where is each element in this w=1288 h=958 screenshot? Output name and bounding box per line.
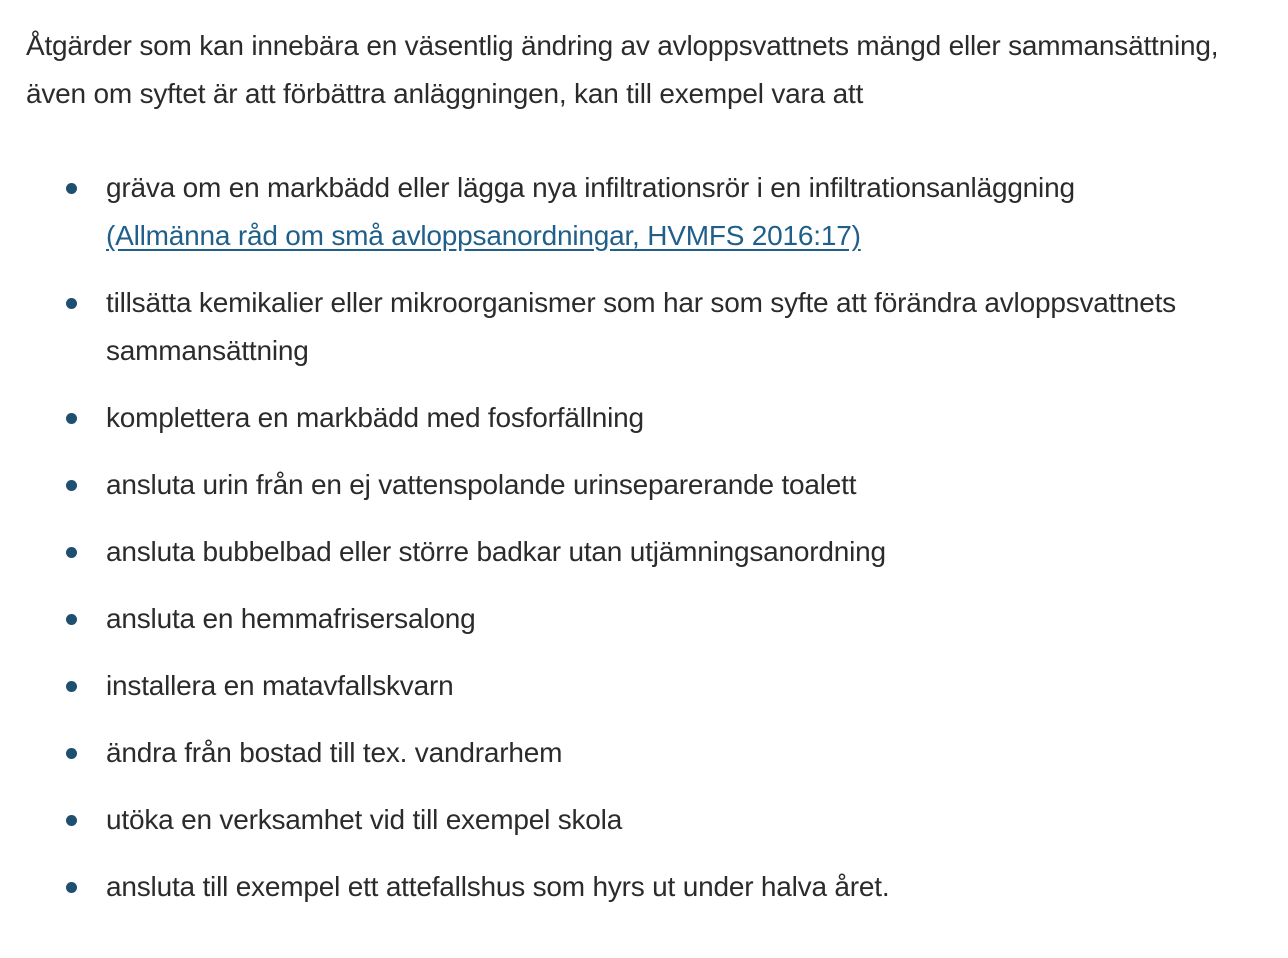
bullet-icon	[66, 547, 77, 558]
list-item	[106, 279, 1276, 375]
bullet-icon	[66, 882, 77, 893]
bullet-icon	[66, 183, 77, 194]
list-item	[106, 662, 1276, 710]
bullet-icon	[66, 748, 77, 759]
bullet-icon	[66, 480, 77, 491]
list-item	[106, 863, 1276, 911]
bullet-icon	[66, 413, 77, 424]
list-item-text: komplettera en markbädd med fosforfällning	[106, 402, 644, 433]
list-item-text: ansluta bubbelbad eller större badkar utan utjämningsanordning	[106, 536, 886, 567]
list-item-text: ansluta urin från en ej vattenspolande urinseparerande toalett	[106, 469, 857, 500]
list-item	[106, 164, 1276, 260]
bullet-icon	[66, 815, 77, 826]
list-item-text: tillsätta kemikalier eller mikroorganismer som har som syfte att förändra avloppsvattnets sammansättning	[106, 287, 1176, 366]
list-item-text: utöka en verksamhet vid till exempel skola	[106, 804, 623, 835]
list-item	[106, 394, 1276, 442]
list-item-text: ansluta till exempel ett attefallshus som hyrs ut under halva året.	[106, 871, 890, 902]
measures-list	[26, 164, 1276, 911]
bullet-icon	[66, 298, 77, 309]
list-item-text: ansluta en hemmafrisersalong	[106, 603, 476, 634]
intro-paragraph: Åtgärder som kan innebära en väsentlig ändring av avloppsvattnets mängd eller sammansättning, även om syftet är att förbättra anläggningen, kan till exempel vara att	[26, 30, 1219, 109]
list-item	[106, 595, 1276, 643]
hvmfs-guidance-link[interactable]: (Allmänna råd om små avloppsanordningar, HVMFS 2016:17)	[106, 220, 861, 251]
list-item-text: ändra från bostad till tex. vandrarhem	[106, 737, 563, 768]
list-item-text: gräva om en markbädd eller lägga nya infiltrationsrör i en infiltrationsanläggning	[106, 172, 1075, 203]
list-item	[106, 528, 1276, 576]
list-item-text: installera en matavfallskvarn	[106, 670, 454, 701]
list-item	[106, 461, 1276, 509]
bullet-icon	[66, 681, 77, 692]
bullet-icon	[66, 614, 77, 625]
list-item	[106, 796, 1276, 844]
list-item	[106, 729, 1276, 777]
